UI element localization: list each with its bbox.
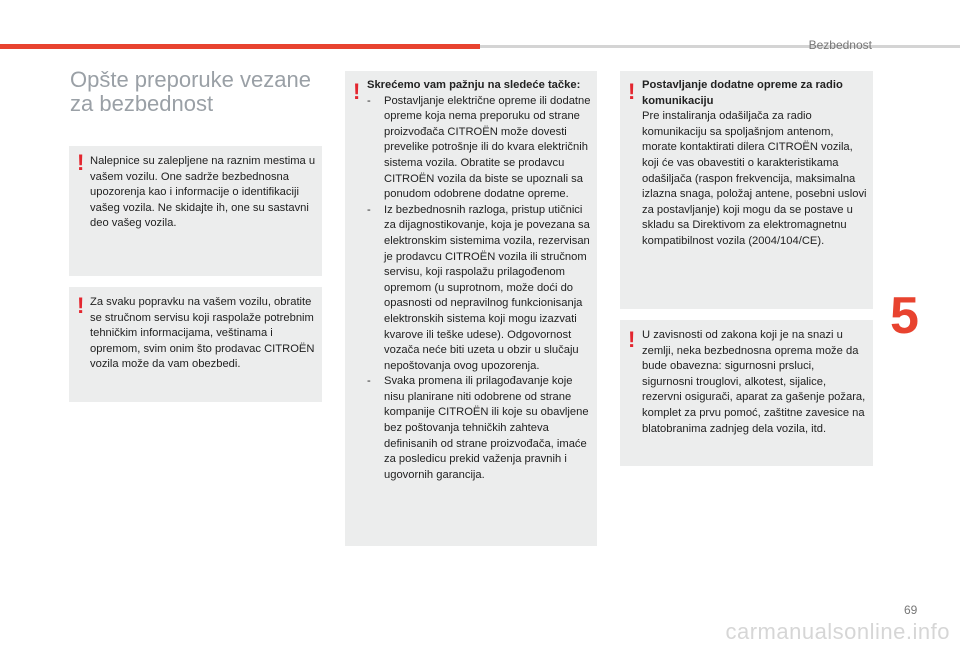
warning-icon: ! — [628, 327, 636, 352]
watermark: carmanualsonline.info — [725, 619, 950, 644]
labels-warning-text: Nalepnice su zalepljene na raznim mestima u vašem vozilu. One sadrže bezbednosna upozorenja kao i informacije o identifikaciji vašeg vozila. Ne skidajte ih, one su sastavni deo vašeg vozila. — [90, 155, 316, 230]
repairs-warning-box — [69, 287, 322, 402]
radio-warning-box — [620, 71, 873, 309]
page-title: Opšte preporuke vezane za bezbednost — [70, 67, 311, 116]
list-item-text: Iz bezbednosnih razloga, pristup utičnici za dijagnostikovanje, koja je povezana sa elektronskim sistemima vozila, rezervisan je prodavcu CITROËN vozila ili stručnom servisu, koji raspolažu prilagođenom opremom (u suprotnom, može doći do opasnosti od nepravilnog funkcionisanja elektronskih sistema koji mogu izazvati kvarove ili teške udese). Odgovornost vozača neće biti uzeta u obzir u slučaju nepoštovanja ovog upozorenja. — [384, 203, 590, 372]
warning-icon: ! — [77, 150, 85, 175]
header-accent-bar — [0, 44, 480, 49]
legal-warning-box — [620, 320, 873, 466]
legal-warning-text: U zavisnosti od zakona koji je na snazi u zemlji, neka bezbednosna oprema može da bude obavezna: sigurnosni prsluci, sigurnosni trouglovi, alkotest, sijalice, rezervni osigurači, aparat za gašenje požara, komplet za prvu pomoć, zaštitne zavesice na blatobranima zadnjeg dela vozila, itd. — [642, 329, 866, 435]
list-item: - Postavljanje električne opreme ili dodatne opreme koja nema preporuku od strane proizvođača CITROËN može dovesti prevelike potrošnje ili do kvara električnih sistema vozila. Obratite se prodavcu CITROËN vozila da biste se upoznali sa ponudom odobrene dodatne opreme. — [367, 94, 591, 201]
labels-warning-box — [69, 146, 322, 276]
repairs-warning-text: Za svaku popravku na vašem vozilu, obratite se stručnom servisu koji raspolaže potrebnim tehničkim informacijama, veštinama i opremom, svim onim što prodavac CITROËN vozila može da vam obezbedi. — [90, 296, 315, 371]
list-item: - Iz bezbednosnih razloga, pristup utičnici za dijagnostikovanje, koja je povezana sa elektronskim sistemima vozila, rezervisan je prodavcu CITROËN vozila ili stručnom servisu, koji raspolažu prilagođenom opremom (u suprotnom, može doći do opasnosti od nepravilnog funkcionisanja elektronskih sistema koji mogu izazvati kvarove ili teške udese). Odgovornost vozača neće biti uzeta u obzir u slučaju nepoštovanja ovog upozorenja. — [367, 203, 590, 372]
list-item-text: Postavljanje električne opreme ili dodatne opreme koja nema preporuku od strane proizvođača CITROËN može dovesti prevelike potrošnje ili do kvara električnih sistema vozila. Obratite se prodavcu CITROËN vozila da biste se upoznali sa ponudom odobrene dodatne opreme. — [384, 94, 591, 201]
attention-list — [367, 94, 593, 484]
attention-title: Skrećemo vam pažnju na sledeće tačke: — [367, 79, 581, 91]
header-divider — [480, 45, 960, 48]
list-item-text: Svaka promena ili prilagođavanje koje nisu planirane niti odobrene od strane kompanije CITROËN ili koje su obavljene bez poštovanja tehničkih zahteva definisanih od strane proizvođača, imaće za posledicu prekid važenja pravnih i ugovornih garancija. — [384, 375, 589, 481]
list-item: - Svaka promena ili prilagođavanje koje nisu planirane niti odobrene od strane kompanije CITROËN ili koje su obavljene bez poštovanja tehničkih zahteva definisanih od strane proizvođača, imaće za posledicu prekid važenja pravnih i ugovornih garancija. — [367, 375, 589, 481]
attention-warning-box — [345, 71, 597, 546]
page-number: 69 — [904, 603, 918, 617]
radio-title: Postavljanje dodatne opreme za radio komunikaciju — [642, 79, 843, 107]
radio-text: Pre instaliranja odašiljača za radio komunikaciju sa spoljašnjom antenom, morate kontaktirati dilera CITROËN vozila, koji će vas obavestiti o karakteristikama odašiljača (raspon frekvencija, maksimalna izlazna snaga, položaj antene, posebni uslovi za postavljanje) koji mogu da se postave u skladu sa Direktivom za elektromagnetnu kompatibilnost vozila (2004/104/CE). — [642, 110, 867, 247]
chapter-number: 5 — [890, 287, 919, 345]
warning-icon: ! — [628, 79, 636, 104]
section-label: Bezbednost — [808, 38, 872, 52]
warning-icon: ! — [77, 293, 85, 318]
warning-icon: ! — [353, 79, 361, 104]
